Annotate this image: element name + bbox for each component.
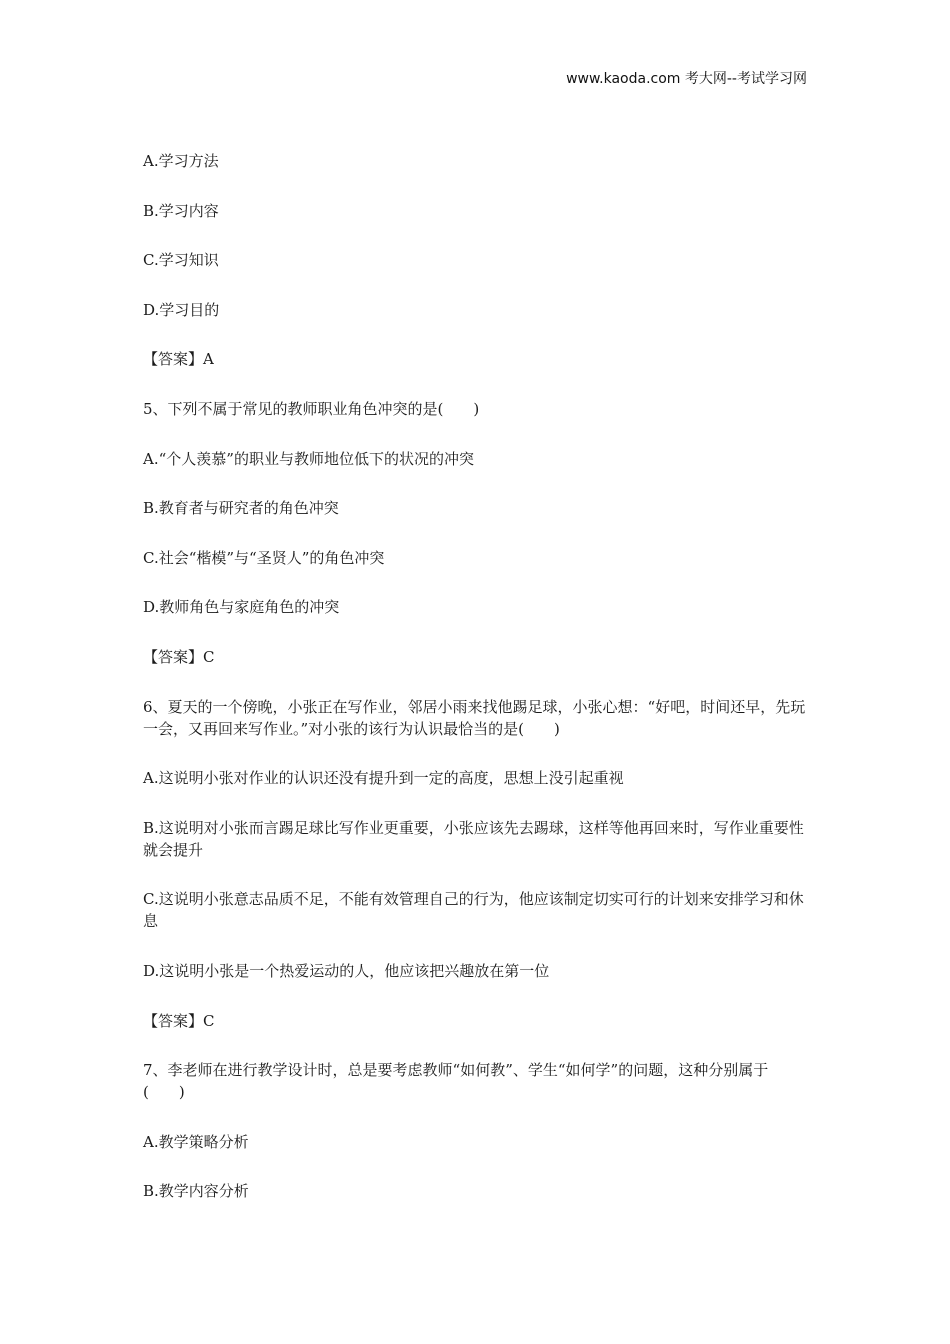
page-header-site: www.kaoda.com 考大网--考试学习网 <box>566 71 807 87</box>
document-body <box>143 150 809 1230</box>
option-b-q6: B.这说明对小张而言踢足球比写作业更重要，小张应该先去踢球，这样等他再回来时，写作业重要性就会提升 <box>143 818 804 859</box>
answer-q4: 【答案】A <box>143 350 214 369</box>
option-a-q4: A.学习方法 <box>143 152 219 170</box>
option-b-q4: B.学习内容 <box>143 201 219 220</box>
option-a-q5: A.“个人羡慕”的职业与教师地位低下的状况的冲突 <box>143 449 474 468</box>
option-a-q6: A.这说明小张对作业的认识还没有提升到一定的高度，思想上没引起重视 <box>143 769 624 788</box>
option-d-q6: D.这说明小张是一个热爱运动的人，他应该把兴趣放在第一位 <box>143 961 550 980</box>
option-b-q7: B.教学内容分析 <box>143 1182 249 1201</box>
option-c-q4: C.学习知识 <box>143 251 219 270</box>
option-d-q4: D.学习目的 <box>143 300 220 319</box>
option-b-q5: B.教育者与研究者的角色冲突 <box>143 499 339 518</box>
option-a-q7: A.教学策略分析 <box>143 1132 249 1151</box>
answer-q5: 【答案】C <box>143 647 215 666</box>
option-c-q6: C.这说明小张意志品质不足，不能有效管理自己的行为，他应该制定切实可行的计划来安排学习和休息 <box>143 890 804 931</box>
answer-q6: 【答案】C <box>143 1011 215 1030</box>
question-5: 5、下列不属于常见的教师职业角色冲突的是( ) <box>143 399 480 418</box>
question-6: 6、夏天的一个傍晚，小张正在写作业，邻居小雨来找他踢足球，小张心想：“好吧，时间还早，先玩一会，又再回来写作业。”对小张的该行为认识最恰当的是( ) <box>143 697 806 738</box>
question-7: 7、李老师在进行教学设计时，总是要考虑教师“如何教”、学生“如何学”的问题，这种分别属于( ) <box>143 1061 769 1102</box>
option-d-q5: D.教师角色与家庭角色的冲突 <box>143 598 340 617</box>
option-c-q5: C.社会“楷模”与“圣贤人”的角色冲突 <box>143 548 385 567</box>
